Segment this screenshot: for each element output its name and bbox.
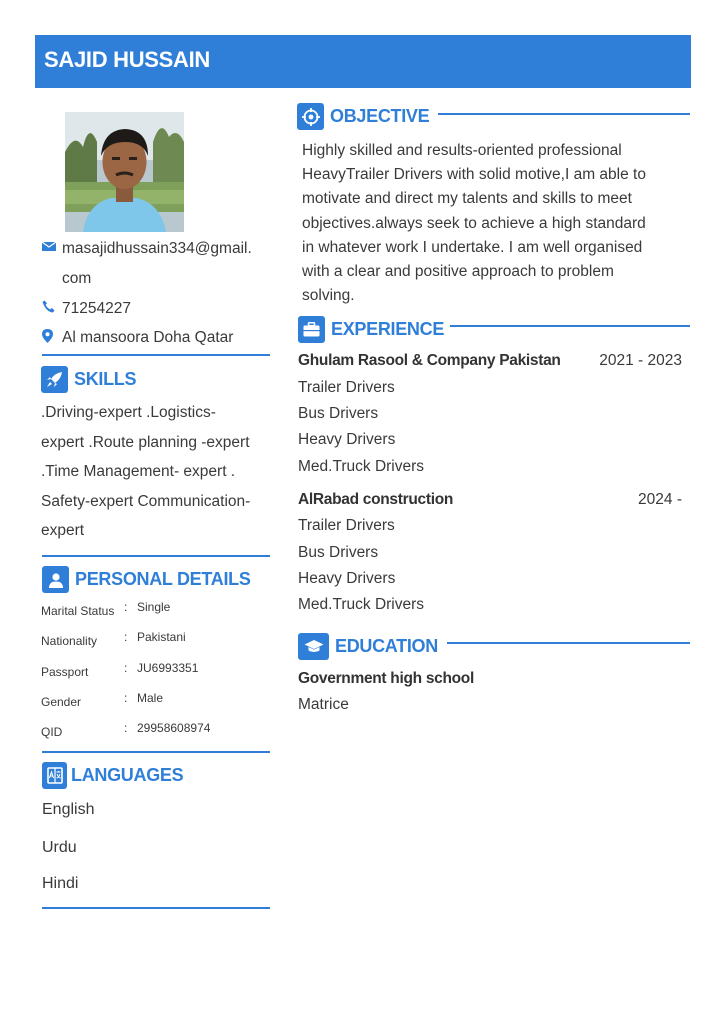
envelope-icon bbox=[42, 240, 58, 256]
phone-text: 71254227 bbox=[62, 300, 131, 317]
skills-title: SKILLS bbox=[74, 369, 137, 389]
skills-line: Safety-expert Communication- bbox=[41, 492, 251, 510]
skills-line: .Time Management- expert . bbox=[41, 463, 236, 481]
education-degree: Matrice bbox=[298, 696, 349, 713]
divider bbox=[42, 907, 270, 909]
divider bbox=[42, 751, 270, 753]
objective-title: OBJECTIVE bbox=[330, 106, 430, 126]
profile-photo bbox=[65, 112, 184, 232]
skills-text bbox=[41, 398, 273, 546]
section-rule bbox=[447, 642, 690, 644]
section-rule bbox=[450, 325, 690, 327]
phone-icon bbox=[42, 300, 58, 316]
personal-value: Pakistani bbox=[137, 630, 186, 644]
email-text-line2: com bbox=[62, 270, 92, 287]
personal-value: 29958608974 bbox=[137, 721, 211, 735]
section-rule bbox=[438, 113, 690, 115]
job-role: Bus Drivers bbox=[298, 405, 379, 422]
objective-line: in whatever work I undertake. I am well organised bbox=[302, 238, 643, 256]
location-pin-icon bbox=[42, 329, 58, 345]
skills-heading bbox=[41, 366, 136, 393]
job-role: Heavy Drivers bbox=[298, 431, 396, 448]
objective-heading bbox=[297, 103, 429, 130]
personal-value: JU6993351 bbox=[137, 661, 199, 675]
objective-line: solving. bbox=[302, 287, 355, 305]
target-icon bbox=[297, 103, 324, 130]
email-text-line1: masajidhussain334@gmail. bbox=[62, 240, 252, 257]
personal-label: Gender bbox=[41, 695, 82, 709]
job-role: Med.Truck Drivers bbox=[298, 596, 425, 613]
job-role: Med.Truck Drivers bbox=[298, 458, 425, 475]
user-icon bbox=[42, 566, 69, 593]
personal-details-heading bbox=[42, 566, 251, 593]
skills-line: expert .Route planning -expert bbox=[41, 433, 250, 451]
candidate-name: SAJID HUSSAIN bbox=[44, 47, 211, 72]
objective-line: with a clear and positive approach to problem bbox=[302, 263, 614, 281]
personal-value: Male bbox=[137, 691, 164, 705]
job-company: AlRabad construction bbox=[298, 491, 454, 508]
job-role: Bus Drivers bbox=[298, 544, 379, 561]
personal-label: Marital Status bbox=[41, 604, 115, 618]
objective-line: Highly skilled and results-oriented professional bbox=[302, 142, 622, 159]
education-school: Government high school bbox=[298, 670, 474, 687]
job-dates: 2021 - 2023 bbox=[599, 352, 682, 369]
language-item: English bbox=[42, 801, 95, 818]
education-title: EDUCATION bbox=[335, 636, 438, 656]
skills-line: expert bbox=[41, 522, 85, 540]
experience-heading bbox=[298, 316, 444, 343]
language-item: Hindi bbox=[42, 875, 79, 892]
job-company: Ghulam Rasool & Company Pakistan bbox=[298, 352, 561, 369]
translate-book-icon bbox=[42, 762, 67, 789]
personal-colon: : bbox=[124, 600, 128, 614]
personal-details-title: PERSONAL DETAILS bbox=[75, 569, 251, 589]
skills-line: .Driving-expert .Logistics- bbox=[41, 404, 216, 421]
divider bbox=[42, 555, 270, 557]
personal-label: Nationality bbox=[41, 634, 98, 648]
objective-text bbox=[302, 139, 678, 308]
languages-title: LANGUAGES bbox=[71, 765, 184, 785]
graduation-cap-icon bbox=[298, 633, 329, 660]
job-role: Heavy Drivers bbox=[298, 570, 396, 587]
header-bar bbox=[35, 35, 691, 88]
objective-line: HeavyTrailer Drivers with solid motive,I am able to bbox=[302, 166, 646, 184]
personal-label: QID bbox=[41, 725, 63, 739]
experience-title: EXPERIENCE bbox=[331, 319, 445, 339]
personal-value: Single bbox=[137, 600, 171, 614]
language-item: Urdu bbox=[42, 839, 77, 856]
job-role: Trailer Drivers bbox=[298, 379, 395, 396]
objective-line: objectives.always seek to achieve a high standard bbox=[302, 214, 646, 232]
personal-colon: : bbox=[124, 691, 128, 705]
divider bbox=[42, 354, 270, 356]
personal-colon: : bbox=[124, 721, 128, 735]
job-role: Trailer Drivers bbox=[298, 517, 395, 534]
objective-line: motivate and direct my talents and skills to meet bbox=[302, 190, 632, 208]
personal-colon: : bbox=[124, 630, 128, 644]
education-heading bbox=[298, 633, 438, 660]
rocket-icon bbox=[41, 366, 68, 393]
personal-colon: : bbox=[124, 661, 128, 675]
briefcase-icon bbox=[298, 316, 325, 343]
job-dates: 2024 - bbox=[638, 491, 682, 508]
languages-heading bbox=[42, 762, 183, 789]
personal-label: Passport bbox=[41, 665, 89, 679]
address-text: Al mansoora Doha Qatar bbox=[62, 329, 234, 346]
